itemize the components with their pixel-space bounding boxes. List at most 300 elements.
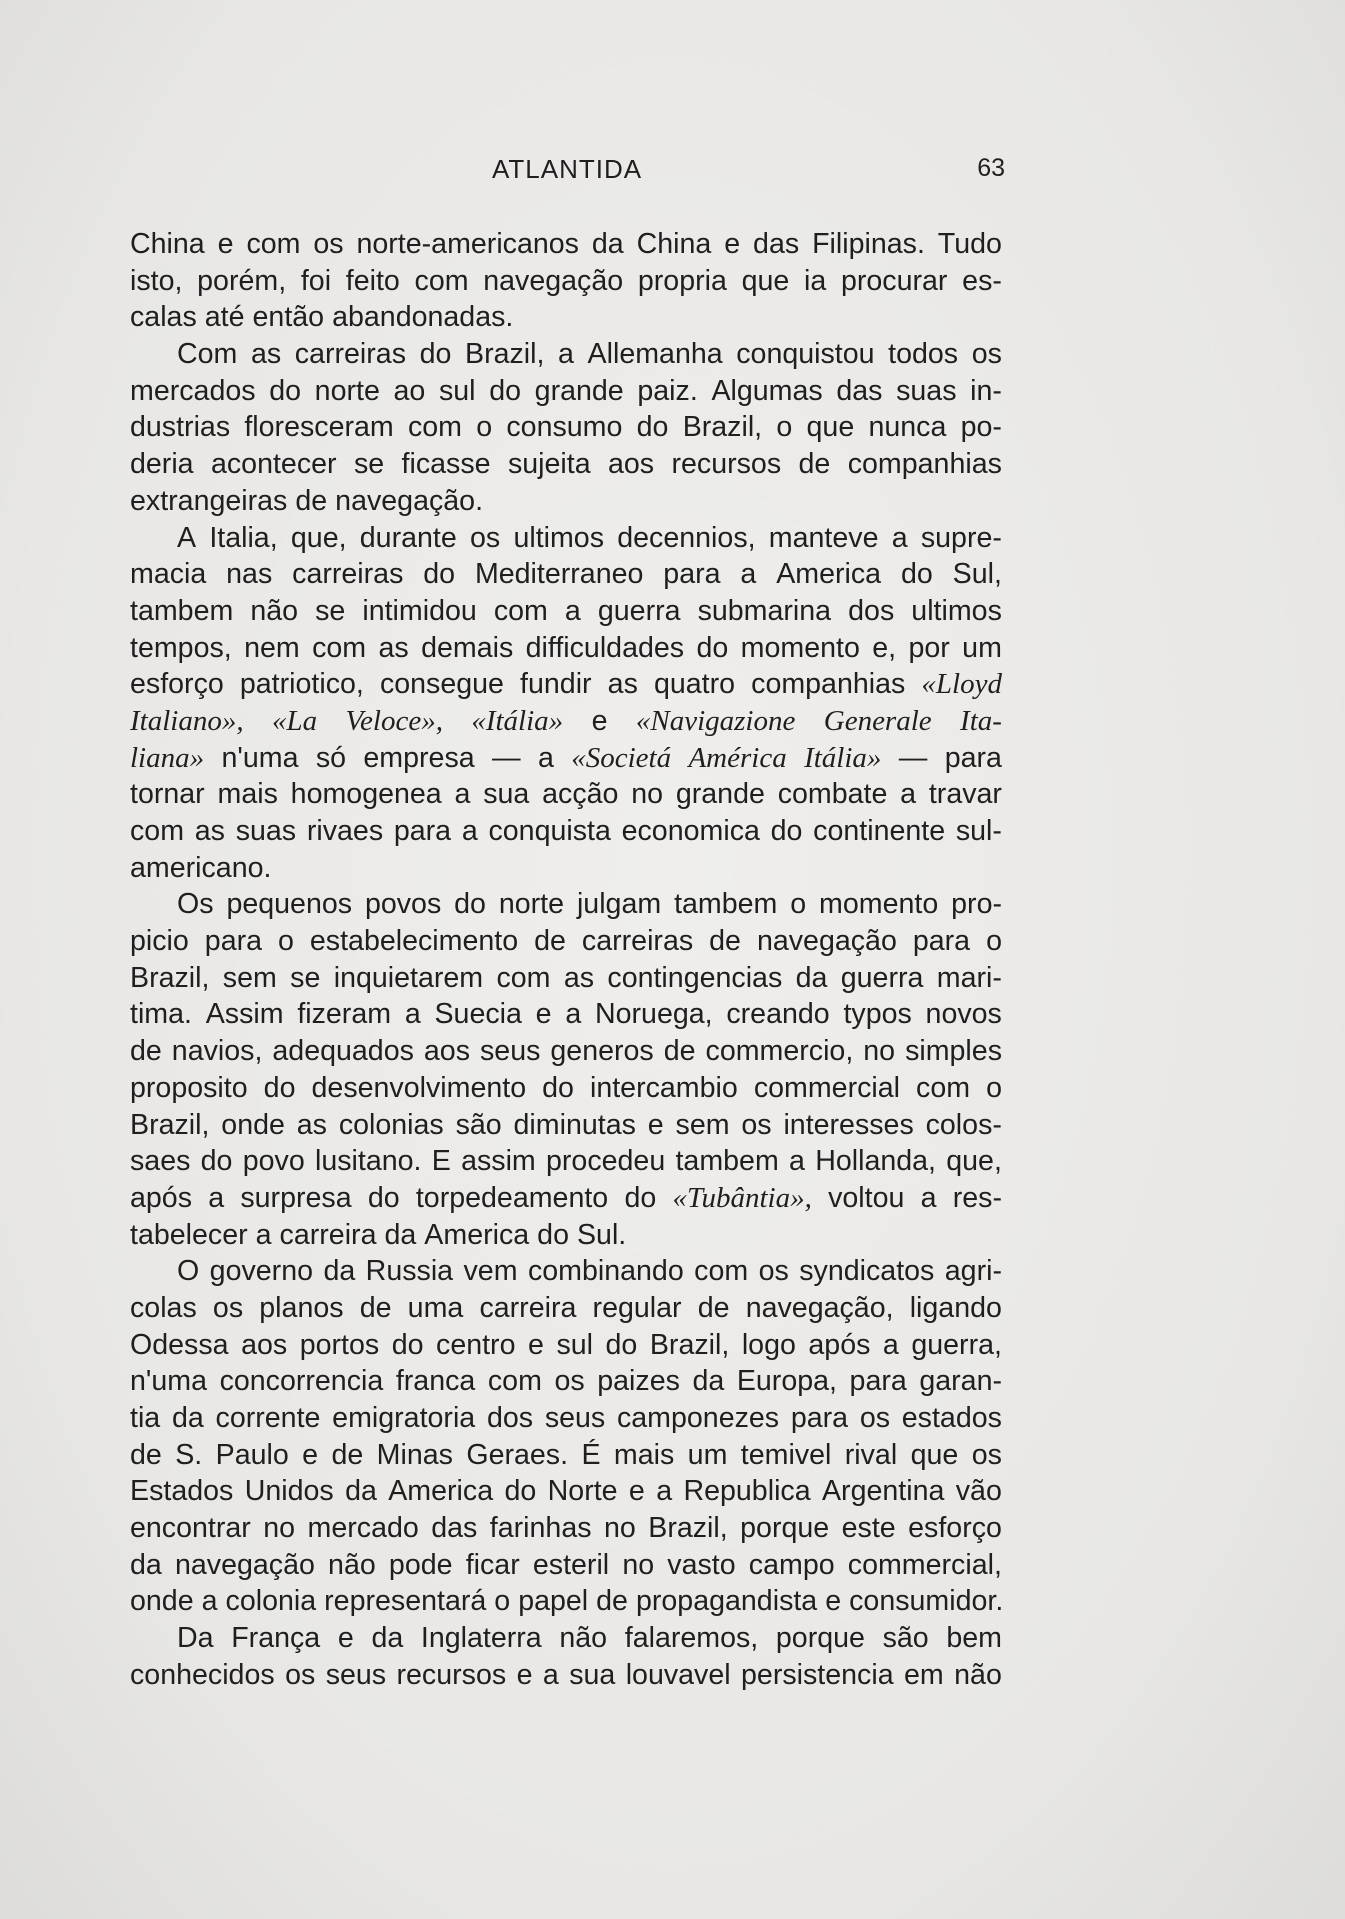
word: de [709,925,741,958]
word: commercial, [847,1548,1002,1581]
word: norte [314,374,380,407]
text-line [130,1143,1002,1180]
word: torpedeamento [415,1181,609,1214]
word: as [607,668,638,701]
word: do [391,1328,424,1361]
word: dustrias [130,411,231,444]
text-line [130,520,1002,557]
word: do [624,1181,657,1214]
word: da [692,1365,725,1398]
text-line [130,666,1002,703]
word: se [315,594,346,627]
word: após [808,1328,871,1361]
word: em [904,1658,944,1691]
word: — [898,741,928,774]
word: norte [498,888,565,921]
text-line [130,886,1002,923]
word: que, [946,1145,1002,1178]
word: o [776,411,793,444]
word: floresceram [244,411,394,444]
word: Hollanda, [815,1145,936,1178]
word: Brazil, [130,961,210,994]
word: a [542,1658,559,1691]
word: macia [130,558,207,591]
word: louvavel [625,1658,731,1691]
word: colonias [338,1108,444,1141]
word: nem [244,631,300,664]
word: É [581,1438,601,1471]
running-head [130,154,1005,194]
word: da [171,1402,204,1434]
word: a [920,1181,937,1214]
word: povo [242,1145,305,1178]
word: Itália» [804,741,882,774]
word: os [971,1438,1002,1471]
word: os [212,1291,244,1324]
text-line [130,1473,1002,1510]
word: O [177,1255,200,1288]
word: se [290,961,321,994]
word: Da [177,1622,214,1655]
text-line [130,336,1002,373]
word: para [204,925,263,958]
word: guerra [840,961,924,994]
word: planos [259,1291,344,1324]
word: tia [130,1402,161,1434]
word: do [269,374,302,407]
word: Generale [823,704,932,737]
word: para [790,1402,849,1434]
text-line [130,850,1002,887]
word: os [859,1402,891,1434]
word: Brazil, [682,411,763,444]
text-line [130,1107,1002,1144]
word: proposito [130,1071,248,1104]
word: n'uma [130,1365,207,1398]
word: po- [960,411,1002,444]
word: então [252,301,325,334]
word: surpresa [240,1181,352,1214]
word: as [194,815,225,847]
word: do [605,1328,638,1361]
word: estabelecimento [309,925,519,958]
text-line [130,446,1002,483]
word: do [454,888,486,921]
word: da [345,1475,377,1508]
word: Com [177,338,238,371]
paragraph [130,336,1002,519]
word: do [900,558,933,591]
word: da [384,1218,417,1251]
word: travar [928,778,1002,811]
word: Italia, [209,521,278,554]
word: simples [905,1035,1002,1068]
word: manteve [768,521,879,554]
word: por [908,631,950,664]
word: Filipinas. [812,228,925,260]
word: ultimos [513,521,605,554]
word: «Tubântia», [672,1181,812,1214]
word: «Navigazione [635,704,796,737]
word: onde [221,1108,285,1141]
word: que [741,264,790,297]
word: porque [740,1512,830,1545]
text-line [130,1253,1002,1290]
word: de [130,1035,162,1068]
word: o [986,925,1002,958]
word: os [971,338,1002,371]
word: para [663,558,721,591]
word: que [910,1438,959,1471]
word: Europa, [736,1365,837,1398]
word: navegação, [745,1291,894,1324]
word: não [559,1622,608,1655]
word: dos [848,594,895,627]
word: povos [364,888,442,921]
word: a [564,594,581,627]
word: Suecia [434,998,522,1031]
word: a [565,998,582,1031]
word: sua [483,778,530,811]
text-line [130,263,1002,300]
running-title: ATLANTIDA [492,154,643,184]
word: sem [675,1108,730,1141]
word: rival [844,1438,898,1471]
word: logo [741,1328,796,1361]
word: grande [534,374,624,407]
word: navegação [756,925,897,958]
word: do [696,631,729,664]
word: do [419,338,452,371]
word: conhecidos [130,1658,275,1691]
word: o [476,411,493,444]
word: generos [550,1035,654,1068]
text-line [130,776,1002,813]
word: e [528,1328,544,1361]
word: interesses [783,1108,914,1141]
word: «La [271,704,318,737]
word: carreiras [581,925,694,958]
word: colas [130,1291,197,1324]
word: corrente [215,1402,321,1434]
word: as [296,1108,327,1141]
word: vem [463,1255,518,1288]
word: falaremos, [624,1622,759,1655]
word: sua [569,1658,616,1691]
text-line [130,1437,1002,1474]
word: a [891,521,908,554]
word: e [591,704,608,737]
word: tempos, [130,631,232,664]
word: carreiras [294,338,406,371]
word: vasto [667,1548,736,1581]
word: campo [748,1548,835,1581]
text-line [130,299,1002,336]
word: in- [970,374,1002,407]
word: America [424,1218,530,1251]
word: são [882,1622,929,1655]
word: aos [241,1328,288,1361]
word: lusitano. [314,1145,422,1178]
page-number: 63 [977,154,1005,182]
word: Italiano», [130,704,244,737]
word: com [414,264,469,297]
word: a [255,1218,272,1251]
word: no [622,1548,655,1581]
word: rivaes [306,815,384,847]
word: representará [324,1585,487,1618]
word: consegue [379,668,504,701]
word: companhias [751,668,906,701]
text-line [130,813,1002,850]
word: colos- [925,1108,1002,1141]
word: da [371,1622,404,1655]
word: syndicatos [799,1255,935,1288]
word: com [312,631,367,664]
word: mais [217,778,278,811]
text-line [130,1070,1002,1107]
word: homogenea [290,778,442,811]
text-line [130,1547,1002,1584]
word: os [741,1108,772,1141]
word: demais [421,631,514,664]
word: do [537,1218,569,1251]
word: e [647,1108,664,1141]
word: Minas [376,1438,453,1471]
word: sul- [955,815,1002,847]
word: deria [130,448,194,481]
word: para [944,741,1002,774]
paragraph [130,226,1002,336]
word: China [636,228,712,260]
word: momento [819,888,939,921]
word: de [534,925,566,958]
text-line [130,703,1002,740]
word: a [740,558,757,591]
word: o [790,888,807,921]
word: esteril [532,1548,610,1581]
word: propria [637,264,727,297]
text-line [130,960,1002,997]
word: e [516,1658,533,1691]
word: no [631,778,664,811]
word: não [250,594,299,627]
word: combinando [527,1255,684,1288]
word: inquietarem [333,961,484,994]
word: o [494,1585,511,1618]
word: a [656,1475,673,1508]
word: não [328,1548,376,1581]
text-line [130,1620,1002,1657]
text-line [130,1510,1002,1547]
word: nunca [868,411,947,444]
word: do [636,411,669,444]
word: acontecer [210,448,337,481]
text-line [130,1033,1002,1070]
word: da [591,228,624,260]
word: a [461,815,478,847]
word: commercial [753,1071,900,1104]
word: norte-americanos [356,228,579,260]
word: julgam [576,888,662,921]
word: sul [556,1328,593,1361]
word: contingencias [607,961,783,994]
word: porque [775,1622,865,1655]
word: fizeram [297,998,392,1031]
word: o [278,925,294,958]
word: todos [888,338,959,371]
word: do [770,815,803,847]
word: Mediterraneo [474,558,644,591]
word: Geraes. [466,1438,569,1471]
word: de [359,1291,392,1324]
text-line [130,1290,1002,1327]
word: as [563,961,595,994]
word: e, [872,631,897,664]
text-line [130,409,1002,446]
word: China [130,228,205,260]
word: do [504,1475,537,1508]
word: se [353,448,385,481]
word: feito [345,264,400,297]
word: navegação. [335,484,484,517]
word: S. [175,1438,203,1471]
word: do [423,558,456,591]
word: seus [544,1402,606,1434]
word: mari- [936,961,1002,994]
paragraph [130,520,1002,887]
text-line [130,1180,1002,1217]
word: A [177,521,197,554]
word: os [313,228,344,260]
word: economica [621,815,760,847]
word: abandonadas. [332,301,514,334]
word: Norte [547,1475,618,1508]
word: para [849,1365,907,1398]
paragraph [130,886,1002,1253]
text-line [130,1327,1002,1364]
word: Paulo [215,1438,289,1471]
word: Noruega, [594,998,713,1031]
word: ia [804,264,827,297]
word: não [954,1658,1002,1691]
word: no [863,1035,896,1068]
word: assim [461,1145,536,1178]
word: America [388,1475,494,1508]
word: a [900,778,917,811]
word: a [454,778,471,811]
word: sul [438,374,476,407]
text-line [130,1657,1002,1694]
word: onde [130,1585,194,1618]
word: Sul, [952,558,1002,591]
word: paizes [597,1365,680,1398]
word: acção [542,778,619,811]
word: de [697,1291,730,1324]
text-line [130,593,1002,630]
word: conquista [488,815,611,847]
word: Os [177,888,214,921]
word: Brazil, [648,1512,728,1545]
word: — [492,741,521,774]
word: submarina [697,594,832,627]
word: americano. [130,851,272,884]
word: agri- [944,1255,1002,1288]
word: Brazil, [649,1328,730,1361]
word: creando [726,998,830,1031]
word: navios, [171,1035,263,1068]
word: foi [300,264,332,297]
text-line [130,483,1002,520]
word: para [912,925,971,958]
word: farinhas [489,1512,592,1545]
word: Ita- [960,704,1002,737]
word: porém, [197,264,287,297]
word: e [302,1438,319,1471]
word: o [986,1071,1002,1104]
word: adequados [272,1035,414,1068]
body-text [130,226,1002,1694]
word: carreiras [292,558,404,591]
word: que, [290,521,347,554]
word: emigratoria [332,1402,476,1434]
word: de [596,1585,628,1618]
word: novos [925,998,1002,1031]
word: bem [946,1622,1002,1655]
word: tabelecer [130,1218,248,1251]
word: Tudo [937,228,1002,260]
word: guerra [597,594,681,627]
word: vão [955,1475,1002,1508]
word: da [323,1255,356,1288]
word: ficar [465,1548,520,1581]
text-line [130,1583,1002,1620]
word: companhias [847,448,1002,481]
word: franca [395,1365,476,1398]
word: consumo [506,411,623,444]
word: navegação [174,1548,315,1581]
word: continente [813,815,946,847]
word: America [776,558,882,591]
word: ultimos [911,594,1002,627]
word: consumidor. [849,1585,1004,1618]
word: desenvolvimento [311,1071,527,1104]
word: commercio, [705,1035,854,1068]
word: tambem [675,1145,779,1178]
word: n'uma [221,741,299,774]
word: do [489,374,522,407]
word: após [130,1181,193,1214]
word: dos [486,1402,534,1434]
word: Brazil, [130,1108,210,1141]
word: «Lloyd [921,668,1002,701]
word: os [470,521,501,554]
word: carreira [479,1291,577,1324]
word: de [331,1438,364,1471]
word: esforço [908,1512,1002,1545]
word: com [407,411,462,444]
word: suas [896,374,957,407]
text-line [130,373,1002,410]
word: mercados [130,374,256,407]
word: no [263,1512,296,1545]
word: e [825,1585,842,1618]
word: a [201,1585,218,1618]
word: e [337,1622,354,1655]
word: extrangeiras [130,484,288,517]
word: ligando [909,1291,1002,1324]
word: Estados [130,1475,234,1508]
